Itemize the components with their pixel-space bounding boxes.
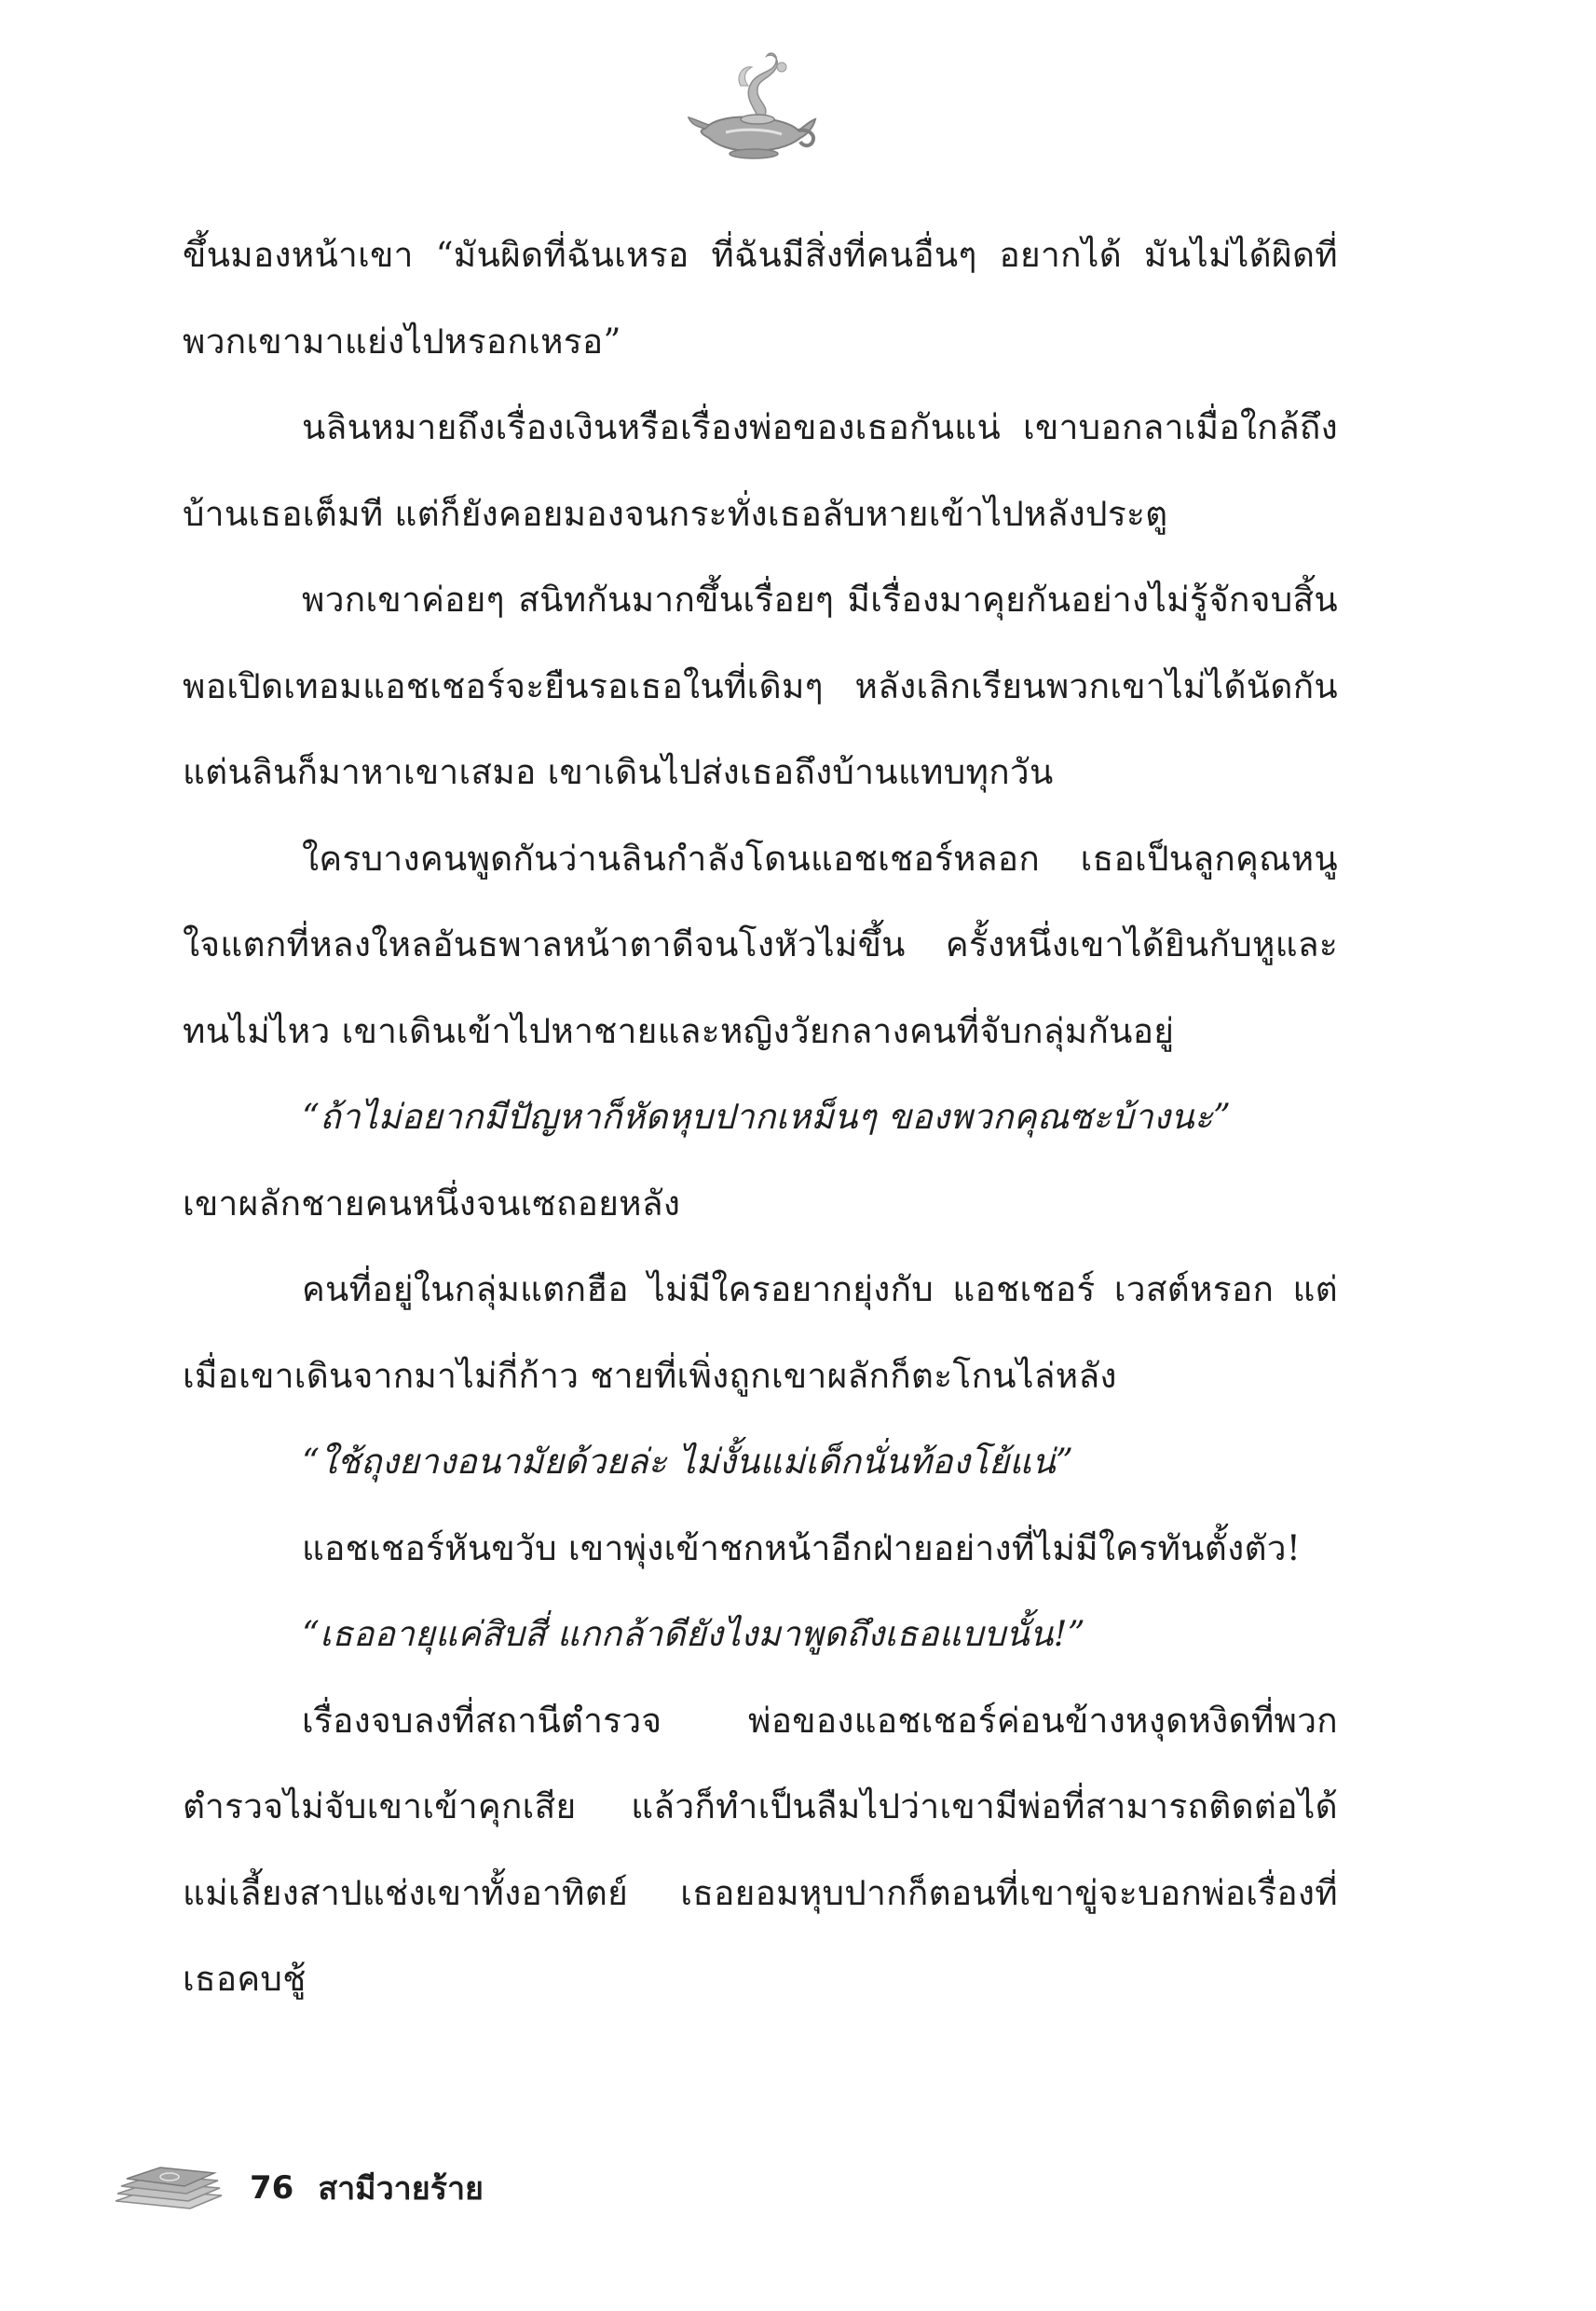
money-stack-icon [110,2164,227,2212]
paragraph: คนที่อยู่ในกลุ่มแตกฮือ ไม่มีใครอยากยุ่งกับ แอชเชอร์ เวสต์หรอก แต่เมื่อเขาเดินจากมาไม่กี่ก้าว ชายที่เพิ่งถูกเขาผลักก็ตะโกนไล่หลัง [183,1269,1338,1396]
paragraph: เรื่องจบลงที่สถานีตำรวจ พ่อของแอชเชอร์ค่อนข้างหงุดหงิดที่พวกตำรวจไม่จับเขาเข้าคุกเสีย แล้วก็ทำเป็นลืมไปว่าเขามีพ่อที่สามารถติดต่อได้ แม่เลี้ยงสาปแช่งเขาทั้งอาทิตย์ เธอยอมหุบปากก็ตอนที่เขาขู่จะบอกพ่อเรื่องที่เธอคบชู้ [183,1700,1338,1999]
paragraph: นลินหมายถึงเรื่องเงินหรือเรื่องพ่อของเธอกันแน่ เขาบอกลาเมื่อใกล้ถึงบ้านเธอเต็มที แต่ก็ยังคอยมองจนกระทั่งเธอลับหายเข้าไปหลังประตู [183,407,1338,534]
paragraph: แอชเชอร์หันขวับ เขาพุ่งเข้าชกหน้าอีกฝ่ายอย่างที่ไม่มีใครทันตั้งตัว! [302,1527,1302,1568]
dialogue-paragraph: “ถ้าไม่อยากมีปัญหาก็หัดหุบปากเหม็นๆ ของพวกคุณซะบ้างนะ” [302,1097,1232,1137]
dialogue-paragraph: “เธออายุแค่สิบสี่ แกกล้าดียังไงมาพูดถึงเธอแบบนั้น!” [302,1614,1086,1654]
paragraph: ใครบางคนพูดกันว่านลินกำลังโดนแอชเชอร์หลอก เธอเป็นลูกคุณหนูใจแตกที่หลงใหลอันธพาลหน้าตาดีจนโงหัวไม่ขึ้น ครั้งหนึ่งเขาได้ยินกับหูและทนไม่ไหว เขาเดินเข้าไปหาชายและหญิงวัยกลางคนที่จับกลุ่มกันอยู่ [183,838,1338,1051]
dialogue-paragraph: “ใช้ถุงยางอนามัยด้วยล่ะ ไม่งั้นแม่เด็กนั่นท้องโย้แน่” [302,1442,1074,1482]
page-number: 76 [250,2169,294,2207]
paragraph: เขาผลักชายคนหนึ่งจนเซถอยหลัง [183,1183,681,1224]
genie-lamp-ornament-icon [685,48,825,160]
text-body [183,212,1338,2023]
paragraph: พวกเขาค่อยๆ สนิทกันมากขึ้นเรื่อยๆ มีเรื่องมาคุยกันอย่างไม่รู้จักจบสิ้น พอเปิดเทอมแอชเชอร์จะยืนรอเธอในที่เดิมๆ หลังเลิกเรียนพวกเขาไม่ได้นัดกัน แต่นลินก็มาหาเขาเสมอ เขาเดินไปส่งเธอถึงบ้านแทบทุกวัน [183,580,1338,792]
paragraph: ขึ้นมองหน้าเขา “มันผิดที่ฉันเหรอ ที่ฉันมีสิ่งที่คนอื่นๆ อยากได้ มันไม่ได้ผิดที่พวกเขามาแย่งไปหรอกเหรอ” [183,235,1338,362]
page-footer [110,2160,484,2216]
book-title: สามีวายร้าย [318,2170,484,2208]
